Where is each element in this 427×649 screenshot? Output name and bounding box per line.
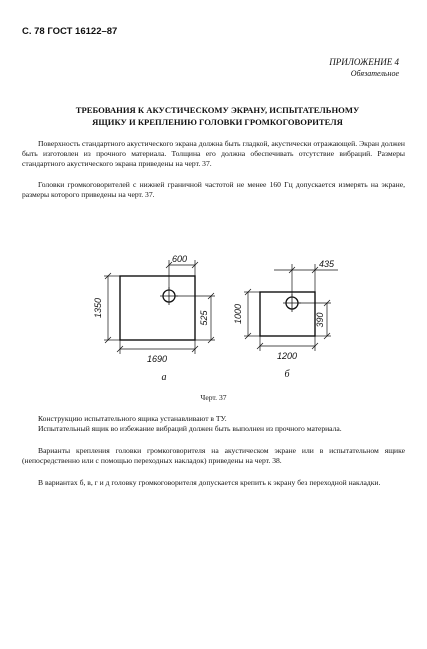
dim-b-left: 1000 (233, 303, 243, 325)
paragraph-test-box-design: Конструкцию испытательного ящика устанавливают в ТУ. (38, 414, 227, 423)
paragraph-test-box-material: Испытательный ящик во избежание вибраций должен быть выполнен из прочного материала. (38, 424, 342, 433)
dim-a-left: 1350 (93, 297, 103, 319)
figure-caption: Черт. 37 (200, 393, 227, 402)
screen-a-outline (120, 276, 195, 340)
appendix-title: ПРИЛОЖЕНИЕ 4 (329, 57, 399, 67)
dim-a-top: 600 (172, 254, 188, 264)
appendix-note: Обязательное (350, 69, 399, 78)
dim-b-top: 435 (319, 259, 335, 269)
figure-letter-a: а (161, 372, 167, 383)
dim-a-bottom: 1690 (146, 354, 168, 364)
dim-b-bottom: 1200 (276, 351, 298, 361)
paragraph-mounting-variants: Варианты крепления головки громкоговорителя на акустическом экране или в испытательном ящике (непосредственно или с помощью переходных накладок) приведены на черт. 38. (22, 446, 405, 465)
page-header: С. 78 ГОСТ 16122–87 (22, 26, 118, 37)
section-title-line-1: ТРЕБОВАНИЯ К АКУСТИЧЕСКОМУ ЭКРАНУ, ИСПЫТАТЕЛЬНОМУ (75, 105, 360, 115)
section-title-line-2: ЯЩИКУ И КРЕПЛЕНИЮ ГОЛОВКИ ГРОМКОГОВОРИТЕЛЯ (92, 116, 343, 127)
paragraph-screen-surface: Поверхность стандартного акустического экрана должна быть гладкой, акустически отражающей. Экран должен быть изготовлен из прочного материала. Толщина его должна обеспечивать отсутствие вибраций. Размеры стандартного акустического экрана приведены на черт. 37. (22, 139, 405, 168)
paragraph-without-adapter: В вариантах б, в, г и д головку громкоговорителя допускается крепить к экрану без переходной накладки. (38, 478, 381, 487)
paragraph-speaker-heads: Головки громкоговорителей с нижней граничной частотой не менее 160 Гц допускается измерять на экране, размеры которого приведены на черт. 37. (22, 180, 405, 199)
dim-b-right: 390 (315, 312, 325, 328)
figure-letter-b: б (284, 369, 290, 380)
dim-a-right: 525 (199, 310, 209, 326)
